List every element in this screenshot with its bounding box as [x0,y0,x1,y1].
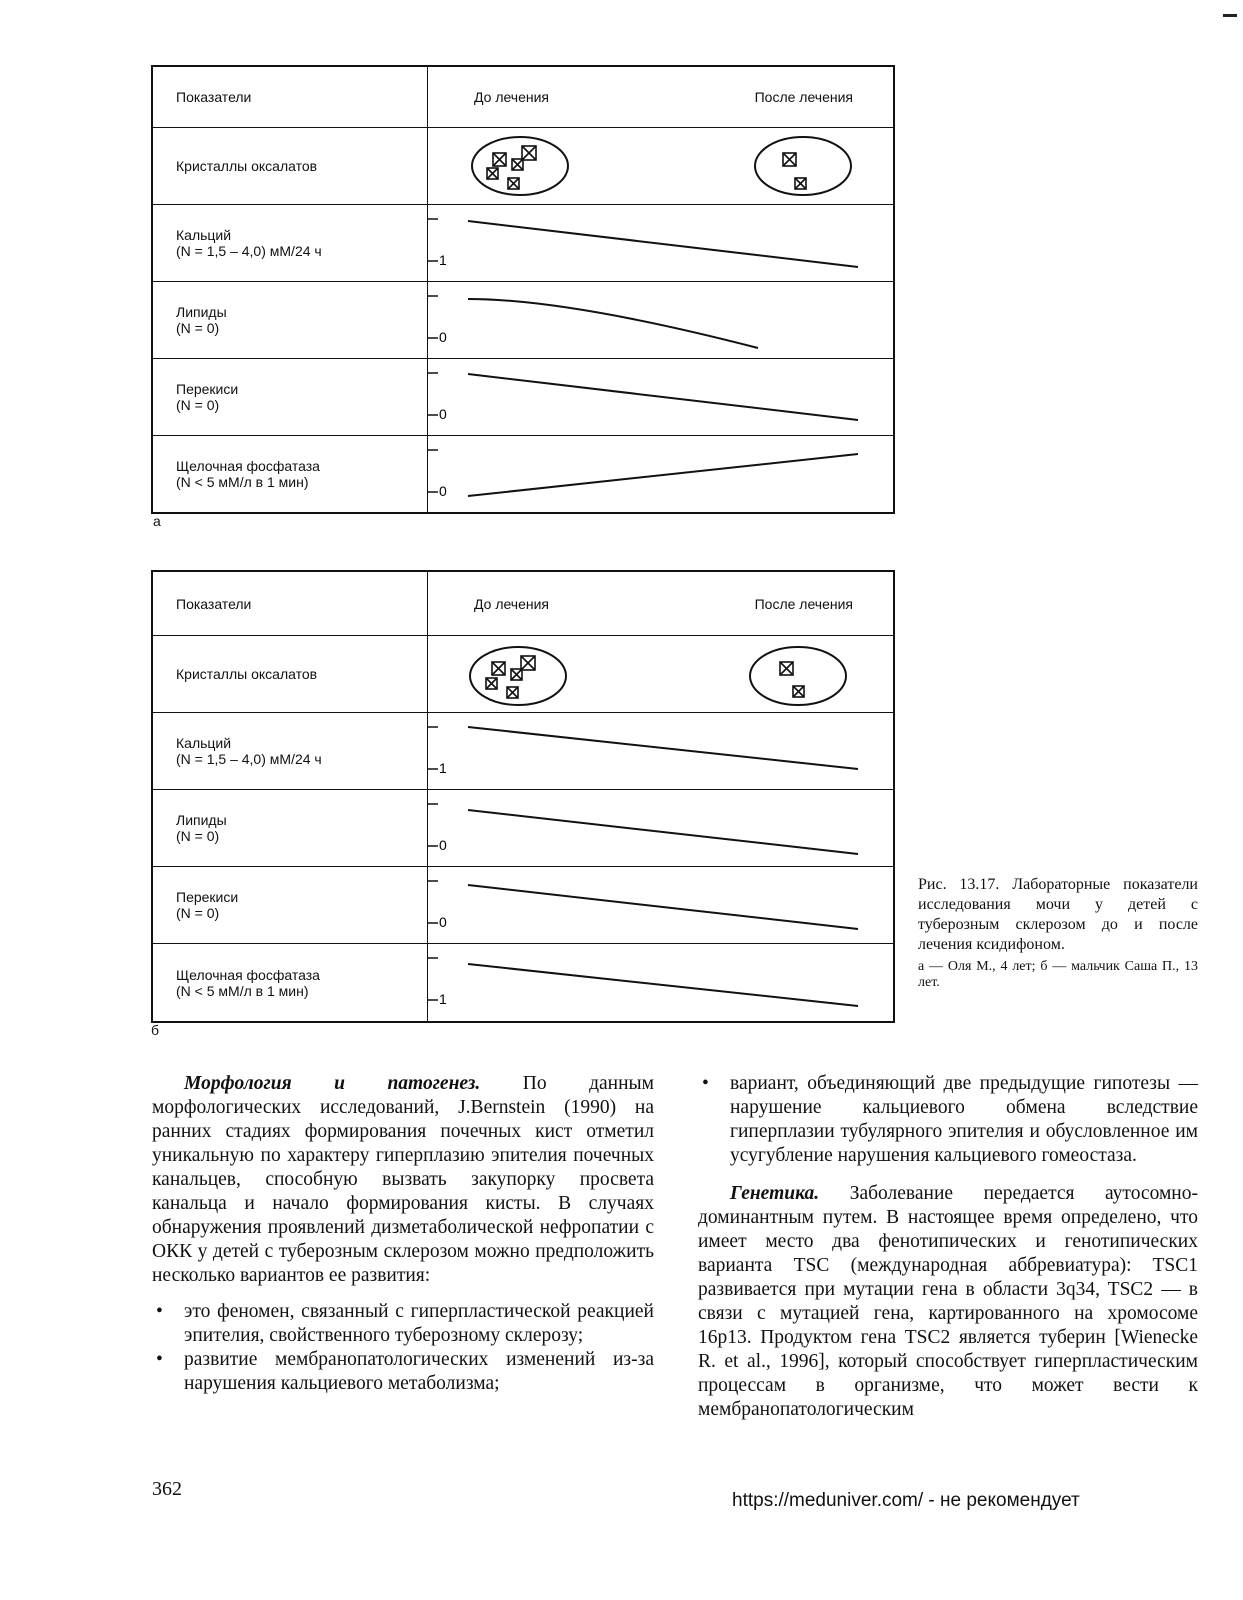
figure-panel-b-table [151,570,895,1023]
row-norm: (N = 0) [176,828,220,844]
trend-line-chart [428,944,893,1021]
trend-line-chart [428,359,893,435]
panel-b-mark: б [151,1022,160,1038]
axis-tick-label: 1 [439,760,447,776]
row-label: Перекиси [176,381,239,397]
axis-tick-label: 1 [439,252,447,268]
row-peroxides [153,358,893,435]
axis-tick-label: 0 [439,914,447,930]
paragraph-body: Заболевание передается аутосомно-доминантным путем. В настоящее время определено, что имеет место два фенотипических и генотипических варианта TSC (международная аббревиатура): TSC1 развивается при мутации гена в области 3q34, TSC2 — в связи с мутацией гена, картированного на хромосоме 16p13. Продуктом гена TSC2 является туберин [Wienecke R. et al., 1996], который способствует гиперпластическим процессам в организме, что может вести к мембранопатологическим [698,1183,1198,1420]
header-label: Показатели [153,67,428,127]
row-norm: (N < 5 мМ/л в 1 мин) [176,982,309,999]
row-norm: (N = 0) [176,905,220,921]
row-label: Липиды [176,812,227,828]
row-label: Перекиси [176,889,239,905]
trend-line-chart [428,867,893,943]
header-before: До лечения [474,595,550,612]
bullet-list [152,1300,654,1396]
figure-caption [918,875,1198,991]
header-before: До лечения [474,89,550,105]
trend-line-chart [428,205,893,281]
crystals-drawing [428,636,893,712]
footer-url: https://meduniver.com/ - не рекомендует [732,1490,1080,1511]
row-crystals [153,127,893,204]
trend-line-chart [428,282,893,358]
paragraph-genetics [698,1182,1198,1422]
row-label: Кальций [176,227,232,243]
paragraph-body: По данным морфологических исследований, J.Bernstein (1990) на ранних стадиях формирования почечных кист отметил уникальную по характеру гиперплазию эпителия почечных канальцев, способную вызвать закупорку просвета канальца и начало формирования кисты. В случаях обнаружения проявлений дизметаболической нефропатии с ОКК у детей с туберозным склерозом можно предположить несколько вариантов ее развития: [152,1073,654,1286]
row-label: Кристаллы оксалатов [176,158,318,174]
row-alkaline-phosphatase [153,943,893,1021]
paragraph-morphology [152,1072,654,1288]
row-crystals [153,635,893,712]
right-text-column [698,1072,1198,1422]
row-norm: (N = 0) [176,397,220,413]
axis-tick-label: 0 [439,483,447,499]
caption-main: Рис. 13.17. Лабораторные показатели исследования мочи у детей с туберозным склерозом до и после лечения ксидифоном. [918,876,1198,953]
axis-tick-label: 0 [439,329,447,345]
row-alkaline-phosphatase [153,435,893,512]
caption-sub: а — Оля М., 4 лет; б — мальчик Саша П., 13 лет. [918,959,1198,990]
list-item: • вариант, объединяющий две предыдущие гипотезы — нарушение кальциевого обмена вследствие гиперплазии тубулярного эпителия и обусловленное им усугубление нарушения кальциевого гомеостаза. [698,1072,1198,1168]
row-norm: (N = 1,5 – 4,0) мМ/24 ч [176,751,322,767]
axis-tick-label: 0 [439,837,447,853]
row-label: Щелочная фосфатаза [176,966,320,983]
row-lipids [153,281,893,358]
trend-line-chart [428,436,893,512]
row-label: Кальций [176,735,232,751]
row-label: Щелочная фосфатаза [176,458,320,474]
figure-panel-a-table [151,65,895,514]
crystals-drawing [428,128,893,204]
panel-a-mark: а [153,513,161,529]
left-text-column [152,1072,654,1396]
row-lipids [153,789,893,866]
row-calcium [153,712,893,789]
row-norm: (N = 1,5 – 4,0) мМ/24 ч [176,243,322,259]
header-row [153,67,893,127]
header-after: После лечения [754,595,853,612]
list-item: • развитие мембранопатологических изменений из-за нарушения кальциевого метаболизма; [152,1348,654,1396]
page-number: 362 [152,1478,182,1500]
row-norm: (N = 0) [176,320,220,336]
bullet-list [698,1072,1198,1168]
header-label: Показатели [153,572,428,635]
list-item: • это феномен, связанный с гиперпластической реакцией эпителия, свойственного туберозному склерозу; [152,1300,654,1348]
paragraph-lead: Морфология и патогенез. [184,1073,481,1094]
row-peroxides [153,866,893,943]
row-calcium [153,204,893,281]
row-norm: (N < 5 мМ/л в 1 мин) [176,474,309,490]
row-label: Липиды [176,304,227,320]
axis-tick-label: 1 [439,991,447,1007]
corner-mark [1223,14,1237,17]
row-label: Кристаллы оксалатов [176,666,318,682]
trend-line-chart [428,790,893,866]
header-row [153,572,893,635]
trend-line-chart [428,713,893,789]
header-after: После лечения [754,89,853,105]
axis-tick-label: 0 [439,406,447,422]
paragraph-lead: Генетика. [730,1183,820,1204]
